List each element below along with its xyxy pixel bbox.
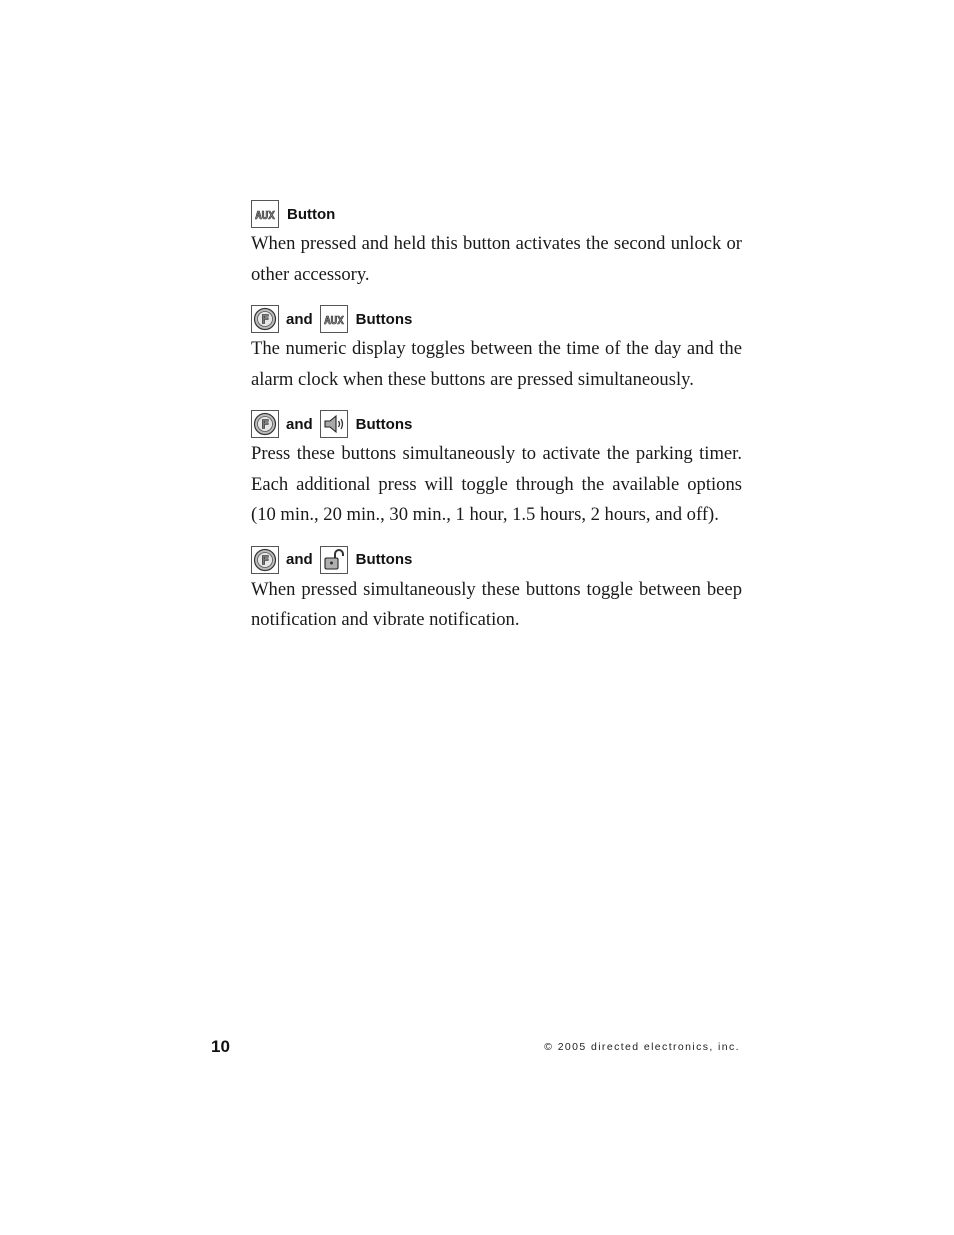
section-f-unlock-buttons — [251, 545, 742, 636]
section-connector: and — [286, 310, 313, 328]
svg-text:AUX: AUX — [323, 314, 344, 327]
section-heading — [251, 304, 742, 334]
svg-text:F: F — [261, 553, 270, 567]
section-heading — [251, 545, 742, 575]
f-icon — [251, 410, 279, 438]
section-body: The numeric display toggles between the time of the day and the alarm clock when these buttons are pressed simultaneously. — [251, 338, 742, 390]
section-label: Buttons — [355, 415, 413, 433]
aux-icon — [251, 200, 279, 228]
section-connector: and — [286, 415, 313, 433]
section-connector: and — [286, 551, 313, 568]
section-f-speaker-buttons — [251, 409, 742, 531]
section-f-aux-buttons — [251, 304, 742, 395]
svg-text:F: F — [261, 417, 270, 432]
section-label: Button — [287, 205, 336, 223]
speaker-icon — [320, 410, 348, 438]
copyright-notice: © 2005 directed electronics, inc. — [544, 1041, 740, 1053]
svg-text:F: F — [261, 312, 270, 327]
section-body: When pressed and held this button activates the second unlock or other accessory. — [251, 233, 742, 285]
section-label: Buttons — [355, 310, 413, 328]
page-number: 10 — [211, 1037, 230, 1056]
f-icon — [251, 305, 279, 333]
f-icon — [251, 546, 279, 574]
section-body: Press these buttons simultaneously to activate the parking timer. Each additional press will toggle through the available options (10 min., 20 min., 30 min., 1 hour, 1.5 hours, 2 hours, and off). — [251, 443, 742, 525]
section-body: When pressed simultaneously these buttons toggle between beep notification and vibrate notification. — [251, 578, 742, 630]
svg-text:AUX: AUX — [255, 209, 275, 222]
aux-icon — [320, 305, 348, 333]
section-aux-button — [251, 199, 742, 290]
section-heading — [251, 409, 742, 439]
manual-content — [251, 199, 742, 650]
section-label: Buttons — [355, 551, 413, 568]
section-heading — [251, 199, 742, 229]
unlock-icon — [320, 546, 348, 574]
